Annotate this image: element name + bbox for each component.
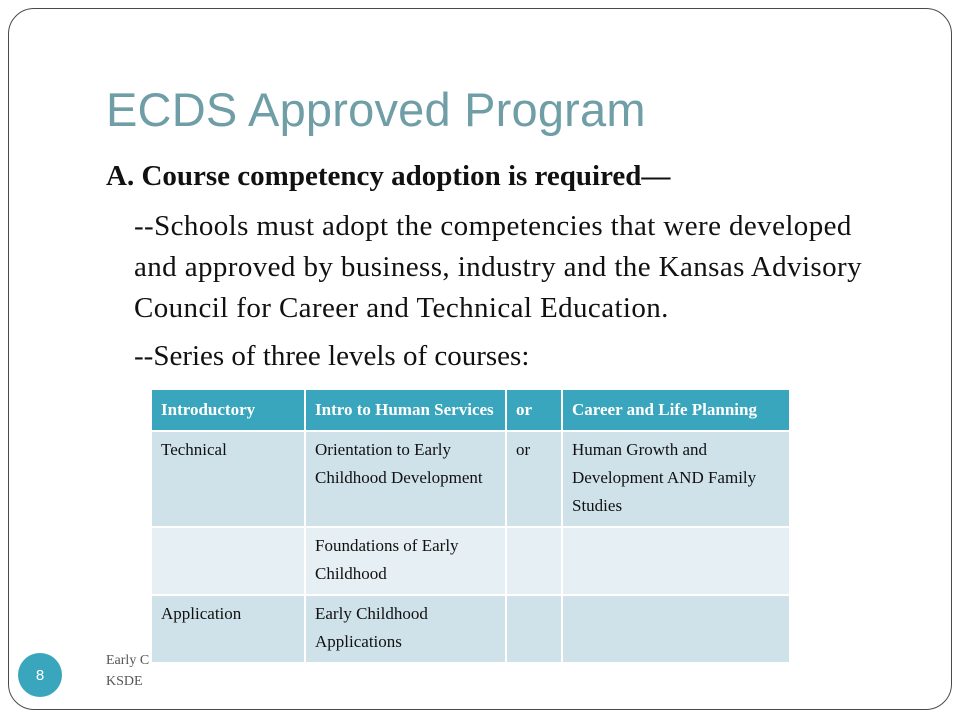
table-cell: Foundations of Early Childhood — [305, 527, 506, 595]
table-cell — [152, 527, 305, 595]
footer-text — [106, 650, 149, 692]
table-header-cell: Intro to Human Services — [305, 390, 506, 431]
footer-line-1: Early C — [106, 653, 150, 668]
table-cell: Technical — [152, 431, 305, 527]
table-header-row — [152, 390, 790, 431]
table-row — [152, 431, 790, 527]
table-cell — [506, 595, 562, 663]
section-heading: A. Course competency adoption is required— — [106, 160, 671, 192]
table-cell: Human Growth and Development AND Family Studies — [562, 431, 790, 527]
table-cell: or — [506, 431, 562, 527]
table-row — [152, 527, 790, 595]
table-header-cell: Career and Life Planning — [562, 390, 790, 431]
table-cell: Early Childhood Applications — [305, 595, 506, 663]
competency-paragraph: --Schools must adopt the competencies that were developed and approved by business, industry and the Kansas Advisory Council for Career and Technical Education. — [134, 210, 862, 324]
table-header-cell: or — [506, 390, 562, 431]
table-cell — [562, 595, 790, 663]
slide-title: ECDS Approved Program — [106, 83, 646, 136]
course-levels-table — [152, 390, 791, 664]
table-cell: Application — [152, 595, 305, 663]
table-row — [152, 595, 790, 663]
table-cell: Orientation to Early Childhood Development — [305, 431, 506, 527]
table-cell — [562, 527, 790, 595]
slide-number-badge: 8 — [18, 653, 62, 697]
table-cell — [506, 527, 562, 595]
footer-line-2: KSDE — [106, 674, 143, 689]
table-header-cell: Introductory — [152, 390, 305, 431]
series-line: --Series of three levels of courses: — [134, 340, 530, 372]
